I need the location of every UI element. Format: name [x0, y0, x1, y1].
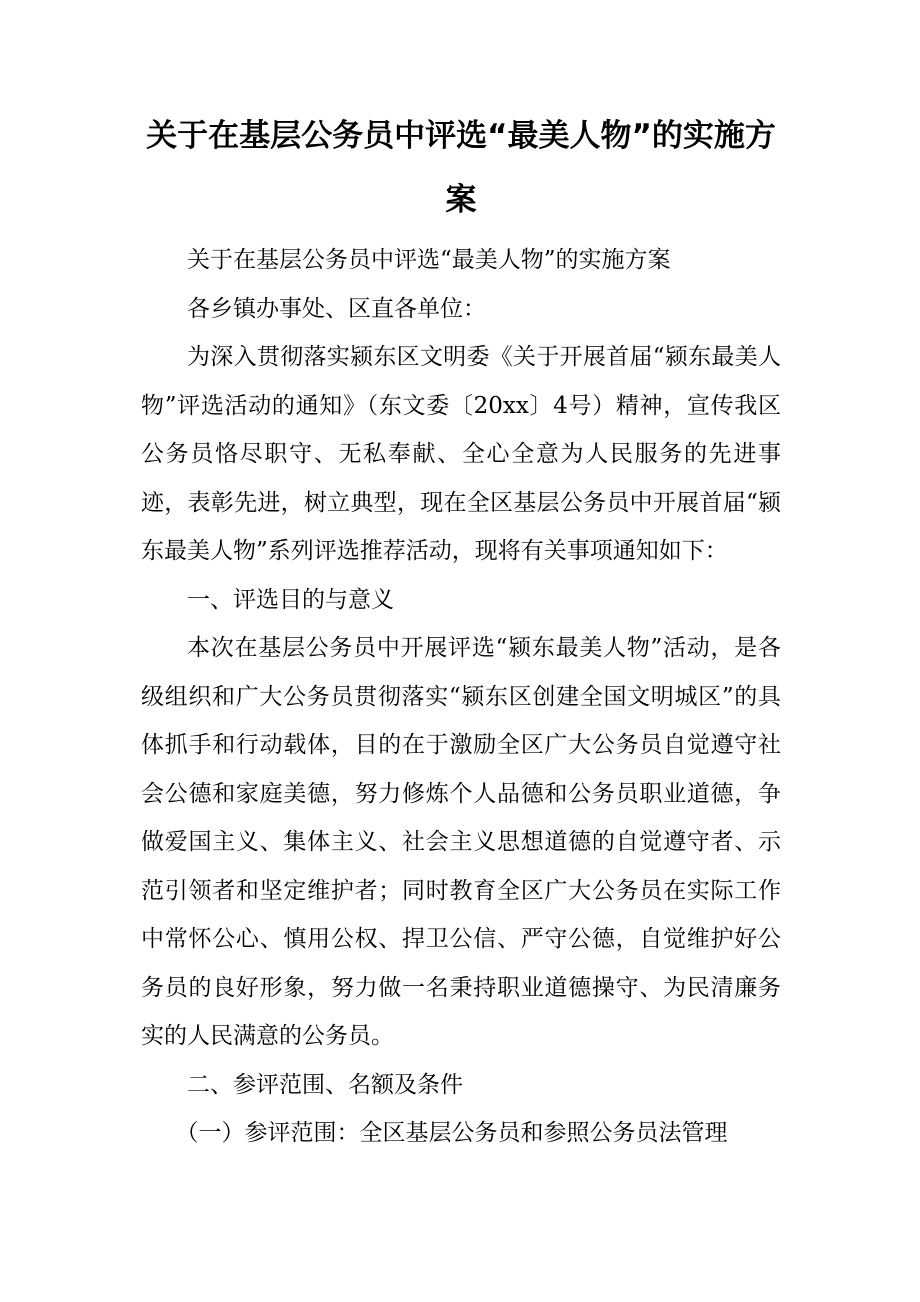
- document-content: [141, 104, 781, 1158]
- intro-paragraph: 为深入贯彻落实颍东区文明委《关于开展首届“颍东最美人物”评选活动的通知》（东文委〔20xx〕4号）精神，宣传我区公务员恪尽职守、无私奉献、全心全意为人民服务的先进事迹，表彰先进，树立典型，现在全区基层公务员中开展首届“颍东最美人物”系列评选推荐活动，现将有关事项通知如下：: [141, 344, 781, 564]
- subsection-scope-paragraph: （一）参评范围：全区基层公务员和参照公务员法管理: [175, 1120, 728, 1146]
- section-heading-scope: 二、参评范围、名额及条件: [187, 1071, 463, 1098]
- document-title: 关于在基层公务员中评选“最美人物”的实施方案: [146, 118, 776, 218]
- subtitle-line: 关于在基层公务员中评选“最美人物”的实施方案: [187, 247, 671, 273]
- section-heading-purpose: 一、评选目的与意义: [187, 586, 394, 613]
- section-purpose-paragraph: 本次在基层公务员中开展评选“颍东最美人物”活动，是各级组织和广大公务员贯彻落实“颍东区创建全国文明城区”的具体抓手和行动载体，目的在于激励全区广大公务员自觉遵守社会公德和家庭美德，努力修炼个人品德和公务员职业道德，争做爱国主义、集体主义、社会主义思想道德的自觉遵守者、示范引领者和坚定维护者；同时教育全区广大公务员在实际工作中常怀公心、慎用公权、捍卫公信、严守公德，自觉维护好公务员的良好形象，努力做一名秉持职业道德操守、为民清廉务实的人民满意的公务员。: [141, 635, 781, 1049]
- document-body: [141, 236, 781, 1158]
- salutation: 各乡镇办事处、区直各单位：: [187, 295, 486, 322]
